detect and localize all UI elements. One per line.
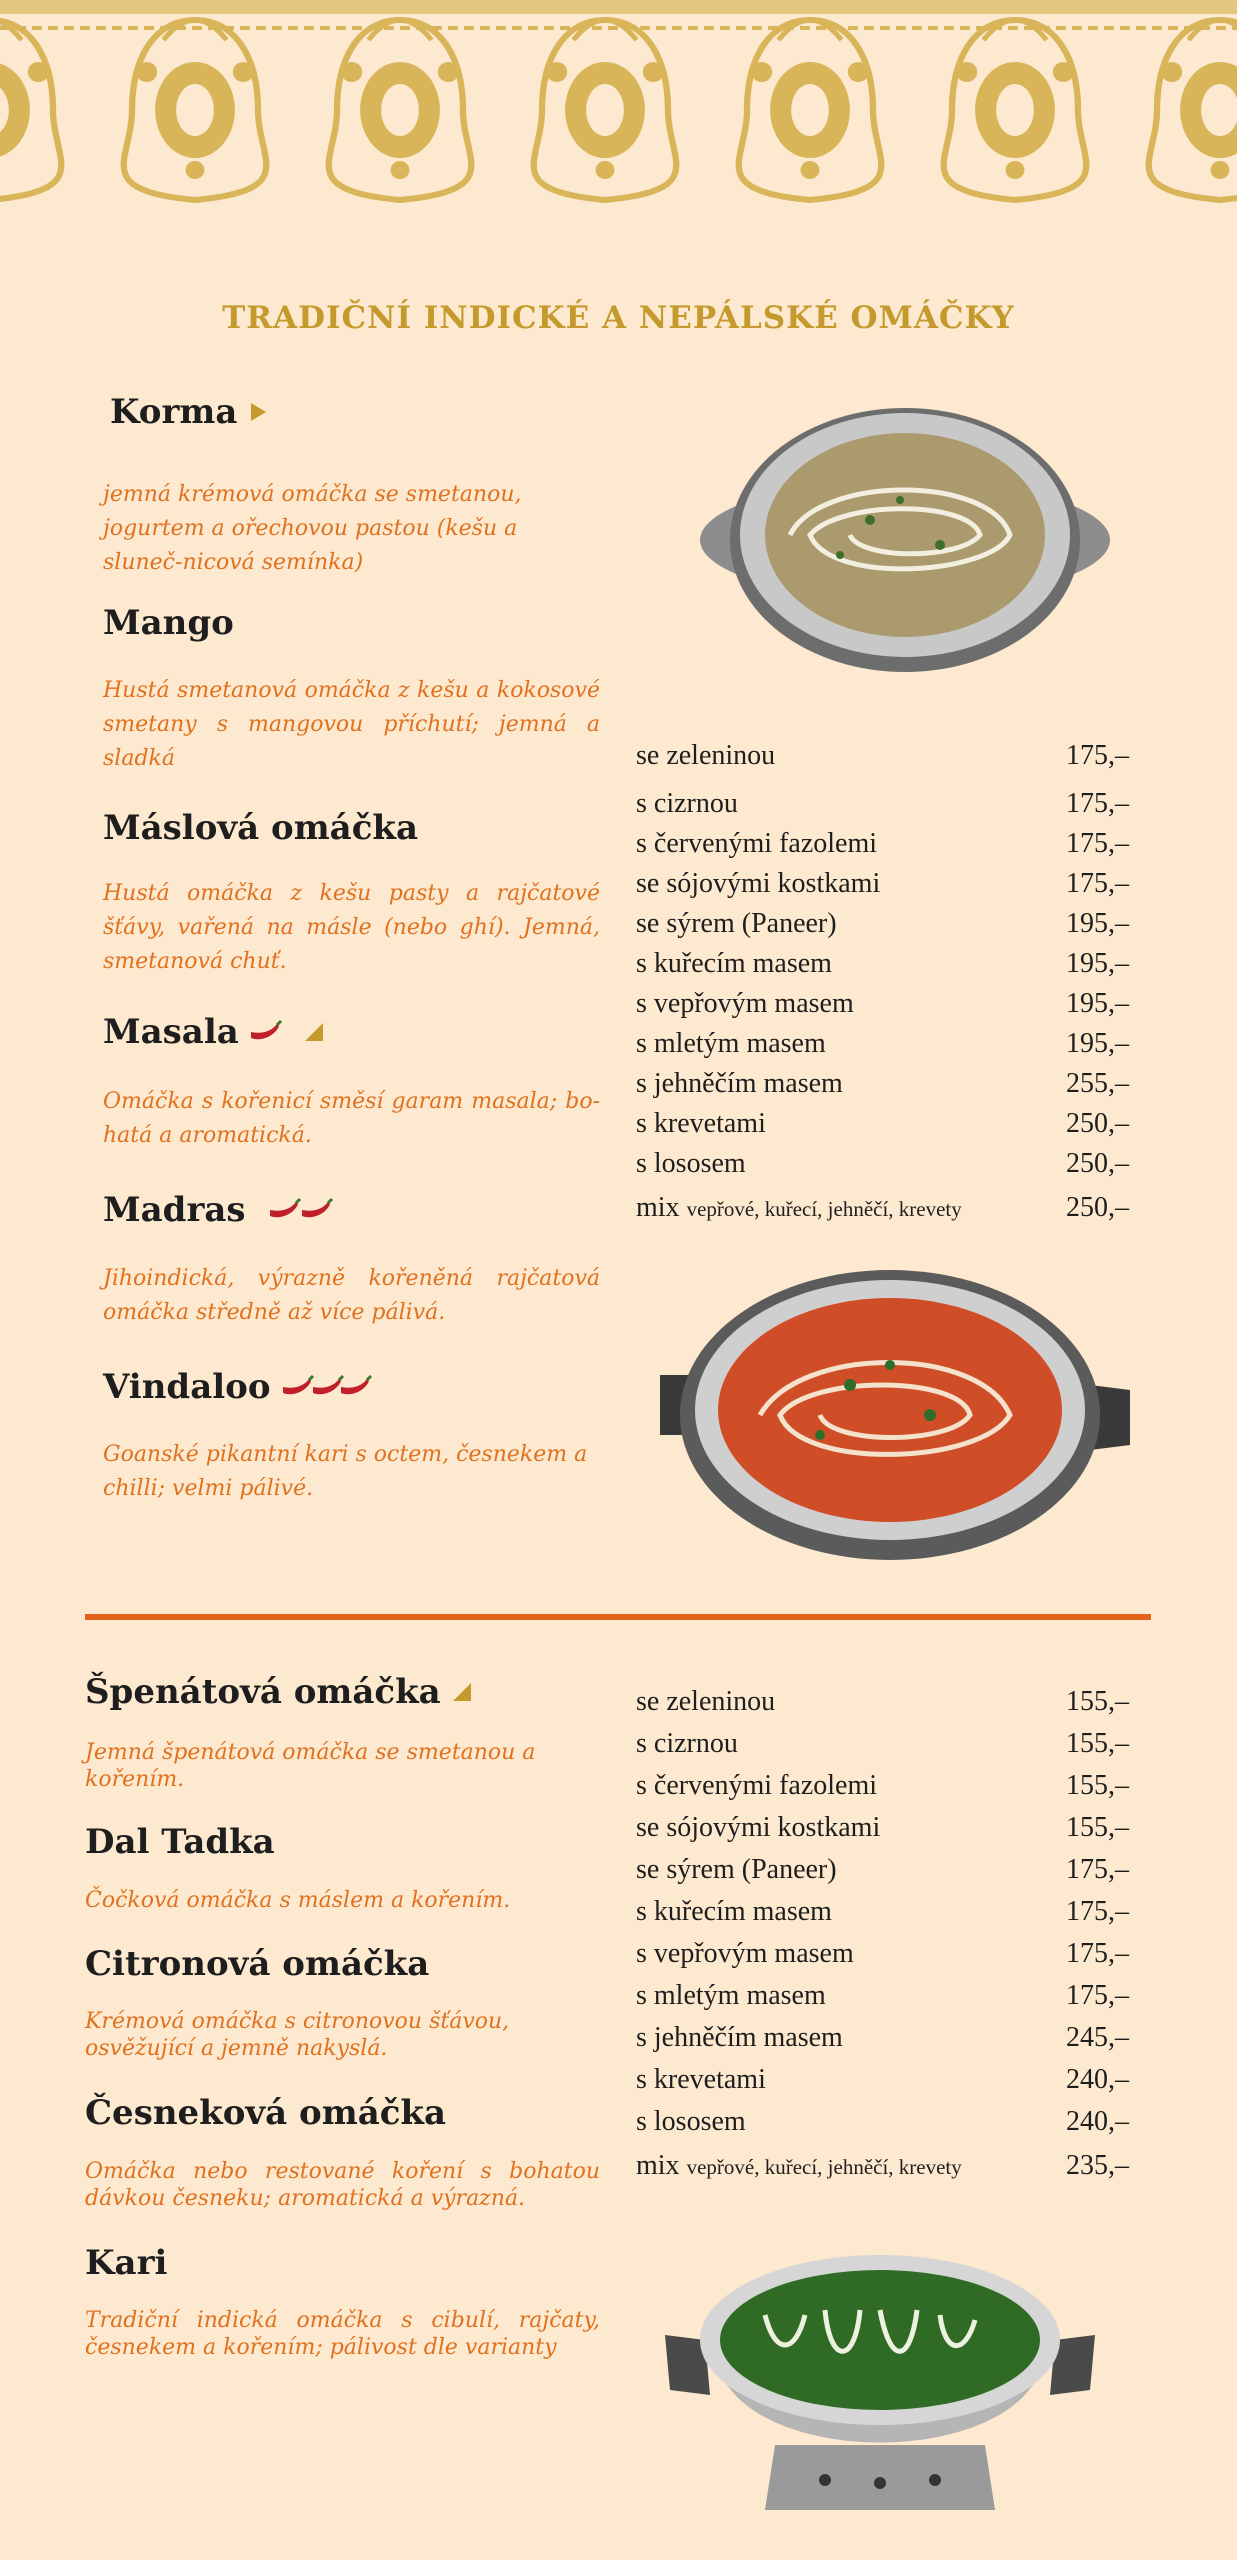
chili-pepper-icon [266, 1198, 336, 1222]
price-row: s mletým masem 195,– [636, 1028, 1129, 1059]
price-row: se sýrem (Paneer) 175,– [636, 1854, 1129, 1885]
price-row: s mletým masem 175,– [636, 1980, 1129, 2011]
dish-desc-citronova: Krémová omáčka s citronovou šťávou, osvěžující a jemně nakyslá. [85, 2009, 510, 2061]
dish-name-korma: Korma [110, 392, 266, 432]
lace-ornament-header [0, 0, 1237, 240]
price-row: s vepřovým masem 175,– [636, 1938, 1129, 1969]
price-row: s jehněčím masem 255,– [636, 1068, 1129, 1099]
price-row: s cizrnou 175,– [636, 788, 1129, 819]
price-row: s cizrnou 155,– [636, 1728, 1129, 1759]
price-row: se sójovými kostkami 175,– [636, 868, 1129, 899]
dish-desc-mango: Hustá smetanová omáčka z kešu a kokosové smetany s mangovou příchutí; jemná a sladká [103, 678, 600, 771]
dish-desc-maslova: Hustá omáčka z kešu pasty a rajčatové šťávy, vařená na másle (nebo ghí). Jemná, smetanová chuť. [103, 881, 600, 974]
price-row: se sójovými kostkami 155,– [636, 1812, 1129, 1843]
dish-name-kari: Kari [85, 2243, 168, 2283]
mild-triangle-icon [453, 1683, 471, 1701]
mild-triangle-icon [251, 403, 266, 421]
chili-pepper-icon [279, 1375, 375, 1399]
price-row: s lososem 250,– [636, 1148, 1129, 1179]
section-title: TRADIČNÍ INDICKÉ A NEPÁLSKÉ OMÁČKY [222, 300, 1015, 336]
price-row: s kuřecím masem 175,– [636, 1896, 1129, 1927]
price-row: se zeleninou 175,– [636, 740, 1129, 771]
dish-name-maslova: Máslová omáčka [103, 808, 418, 848]
price-row: s krevetami 250,– [636, 1108, 1129, 1139]
section-divider [85, 1614, 1151, 1620]
dish-desc-masala: Omáčka s kořenicí směsí garam masala; bo-hatá a aromatická. [103, 1089, 600, 1148]
dish-desc-kari: Tradiční indická omáčka s cibulí, rajčaty, česnekem a kořením; pálivost dle varianty [85, 2308, 600, 2360]
korma-dish-photo [700, 405, 1110, 675]
dish-name-spenatova: Špenátová omáčka [85, 1672, 471, 1712]
dish-desc-dal-tadka: Čočková omáčka s máslem a kořením. [85, 1888, 511, 1913]
price-list-section1 [636, 740, 1129, 1223]
price-list-section2 [636, 1686, 1129, 2186]
price-row: s červenými fazolemi 175,– [636, 828, 1129, 859]
mild-triangle-icon [305, 1023, 323, 1041]
dish-desc-madras: Jihoindická, výrazně kořeněná rajčatová omáčka středně až více pálivá. [103, 1266, 600, 1325]
dish-name-vindaloo: Vindaloo [103, 1367, 375, 1407]
price-row: s kuřecím masem 195,– [636, 948, 1129, 979]
price-row: s krevetami 240,– [636, 2064, 1129, 2095]
dish-name-masala: Masala [103, 1012, 323, 1052]
dish-name-cesnekova: Česneková omáčka [85, 2093, 447, 2133]
dish-name-mango: Mango [103, 603, 234, 643]
price-row: s jehněčím masem 245,– [636, 2022, 1129, 2053]
price-row: se sýrem (Paneer) 195,– [636, 908, 1129, 939]
price-row: mix vepřové, kuřecí, jehněčí, krevety 250,– [636, 1192, 1129, 1223]
spinach-dish-photo [655, 2225, 1105, 2525]
price-row: se zeleninou 155,– [636, 1686, 1129, 1717]
price-row: s červenými fazolemi 155,– [636, 1770, 1129, 1801]
dish-desc-korma: jemná krémová omáčka se smetanou, jogurtem a ořechovou pastou (kešu a sluneč-nicová semínka) [103, 482, 522, 575]
dish-desc-cesnekova: Omáčka nebo restované koření s bohatou dávkou česneku; aromatická a výrazná. [85, 2159, 600, 2211]
dish-name-citronova: Citronová omáčka [85, 1944, 430, 1984]
chili-pepper-icon [247, 1020, 283, 1044]
dish-name-dal-tadka: Dal Tadka [85, 1822, 275, 1862]
masala-dish-photo [650, 1265, 1140, 1575]
price-row: s vepřovým masem 195,– [636, 988, 1129, 1019]
price-row: mix vepřové, kuřecí, jehněčí, krevety 235,– [636, 2150, 1129, 2181]
price-row: s lososem 240,– [636, 2106, 1129, 2137]
dish-desc-vindaloo: Goanské pikantní kari s octem, česnekem a chilli; velmi pálivé. [103, 1442, 588, 1501]
dish-name-madras: Madras [103, 1190, 336, 1230]
dish-desc-spenatova: Jemná špenátová omáčka se smetanou a kořením. [85, 1740, 536, 1792]
